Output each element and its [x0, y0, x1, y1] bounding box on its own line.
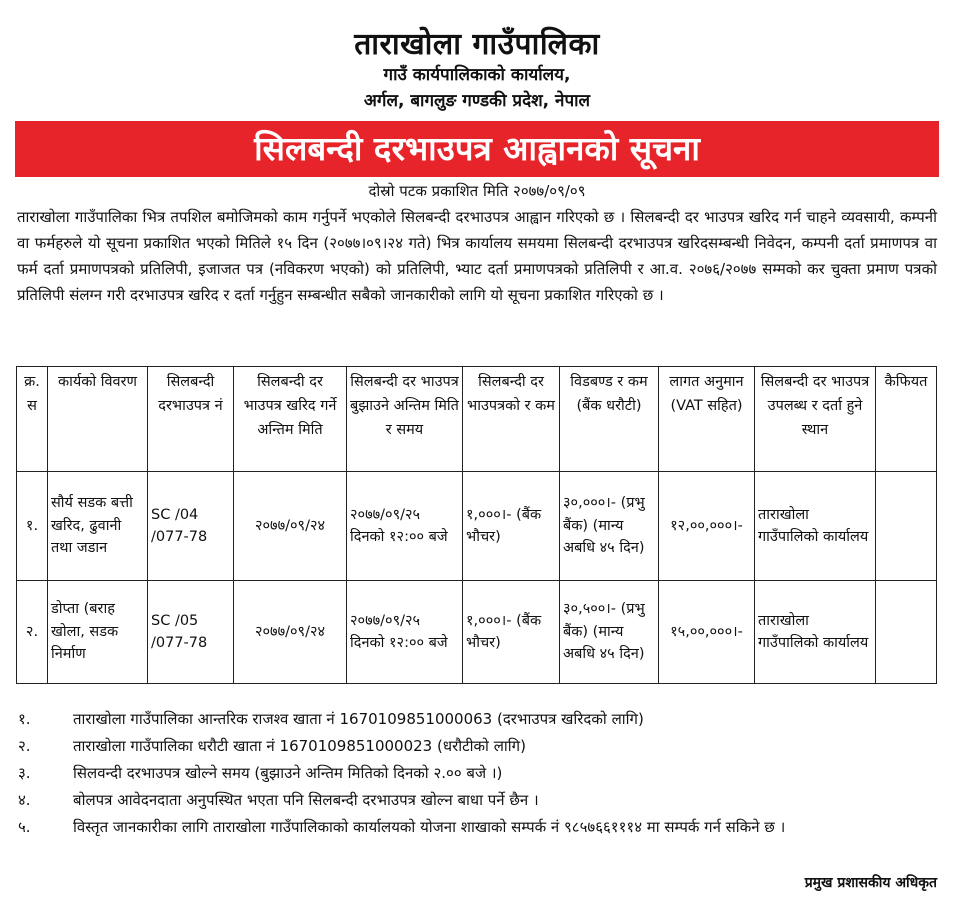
header-description: कार्यको विवरण	[48, 367, 148, 472]
signature-title: प्रमुख प्रशासकीय अधिकृत	[804, 875, 937, 891]
header-place: सिलबन्दी दर भाउपत्र उपलब्ध र दर्ता हुने स्थान	[755, 367, 876, 472]
header-tender-no: सिलबन्दी दरभाउपत्र नं	[148, 367, 234, 472]
notes-list	[18, 706, 938, 841]
cell-place: ताराखोला गाउँपालिको कार्यालय	[755, 581, 876, 684]
cell-tender-no: SC /04 /077-78	[148, 472, 234, 581]
cell-sn: १.	[17, 472, 48, 581]
cell-estimate: १५,००,०००।-	[659, 581, 755, 684]
header-estimate: लागत अनुमान (VAT सहित)	[659, 367, 755, 472]
notice-paragraph: ताराखोला गाउँपालिका भित्र तपशिल बमोजिमको काम गर्नुपर्ने भएकोले सिलबन्दी दरभाउपत्र आह्वान गरिएको छ । सिलबन्दी दर भाउपत्र खरिद गर्न चाहने व्यवसायी, कम्पनी वा फर्महरुले यो सूचना प्रकाशित भएको मितिले १५ दिन (२०७७।०९।२४ गते) भित्र कार्यालय समयमा सिलबन्दी दरभाउपत्र खरिदसम्बन्धी निवेदन, कम्पनी दर्ता प्रमाणपत्र वा फर्म दर्ता प्रमाणपत्रको प्रतिलिपी, इजाजत पत्र (नविकरण भएको) को प्रतिलिपी, भ्याट दर्ता प्रमाणपत्रको प्रतिलिपी र आ.व. २०७६/२०७७ सम्मको कर चुक्ता प्रमाण पत्रको प्रतिलिपी संलग्न गरी दरभाउपत्र खरिद र दर्ता गर्नुहुन सम्बन्धीत सबैको जानकारीको लागि यो सूचना प्रकाशित गरिएको छ ।	[17, 208, 937, 304]
cell-tender-no: SC /05 /077-78	[148, 581, 234, 684]
cell-submit: २०७७/०९/२५ दिनको १२:०० बजे	[347, 581, 463, 684]
note-text: बोलपत्र आवेदनदाता अनुपस्थित भएता पनि सिलबन्दी दरभाउपत्र खोल्न बाधा पर्ने छैन ।	[73, 791, 539, 809]
note-number: १.	[18, 710, 31, 728]
note-text: सिलवन्दी दरभाउपत्र खोल्ने समय (बुझाउने अन्तिम मितिको दिनको २.०० बजे ।)	[73, 764, 503, 782]
cell-place: ताराखोला गाउँपालिको कार्यालय	[755, 472, 876, 581]
office-title: ताराखोला गाउँपालिका	[354, 27, 600, 62]
tender-table	[16, 366, 937, 684]
note-number: ५.	[18, 818, 31, 836]
header-remarks: कैफियत	[876, 367, 937, 472]
cell-fee: १,०००।- (बैंक भौचर)	[463, 581, 560, 684]
notice-banner: सिलबन्दी दरभाउपत्र आह्वानको सूचना	[15, 121, 939, 177]
office-address: अर्गल, बागलुङ गण्डकी प्रदेश, नेपाल	[363, 91, 591, 111]
note-text: ताराखोला गाउँपालिका आन्तरिक राजश्व खाता नं 1670109851000063 (दरभाउपत्र खरिदको लागि)	[73, 710, 644, 728]
cell-remarks	[876, 581, 937, 684]
table-row	[17, 581, 937, 684]
publish-date: दोस्रो पटक प्रकाशित मिति २०७७/०९/०९	[368, 182, 586, 200]
list-item	[18, 733, 938, 760]
cell-fee: १,०००।- (बैंक भौचर)	[463, 472, 560, 581]
list-item	[18, 760, 938, 787]
table-row	[17, 472, 937, 581]
cell-sn: २.	[17, 581, 48, 684]
list-item	[18, 787, 938, 814]
header-bid-bond: विडबण्ड र कम (बैंक धरौटी)	[560, 367, 659, 472]
cell-description: डोप्ता (बराह खोला, सडक निर्माण	[48, 581, 148, 684]
cell-estimate: १२,००,०००।-	[659, 472, 755, 581]
cell-submit: २०७७/०९/२५ दिनको १२:०० बजे	[347, 472, 463, 581]
header-submit-deadline: सिलबन्दी दर भाउपत्र बुझाउने अन्तिम मिति र समय	[347, 367, 463, 472]
cell-bid-bond: ३०,५००।- (प्रभु बैंक) (मान्य अबधि ४५ दिन)	[560, 581, 659, 684]
header-sn: क्र. स	[17, 367, 48, 472]
note-number: ३.	[18, 764, 31, 782]
cell-purchase-date: २०७७/०९/२४	[234, 581, 347, 684]
list-item	[18, 706, 938, 733]
cell-purchase-date: २०७७/०९/२४	[234, 472, 347, 581]
note-number: २.	[18, 737, 31, 755]
list-item	[18, 814, 938, 841]
header-fee: सिलबन्दी दर भाउपत्रको र कम	[463, 367, 560, 472]
cell-remarks	[876, 472, 937, 581]
table-header-row	[17, 367, 937, 472]
cell-bid-bond: ३०,०००।- (प्रभु बैंक) (मान्य अबधि ४५ दिन)	[560, 472, 659, 581]
note-text: विस्तृत जानकारीका लागि ताराखोला गाउँपालिकाको कार्यालयको योजना शाखाको सम्पर्क नं ९८५७६६१११४ मा सम्पर्क गर्न सकिने छ ।	[73, 818, 786, 836]
cell-description: सौर्य सडक बत्ती खरिद, ढुवानी तथा जडान	[48, 472, 148, 581]
office-subtitle: गाउँ कार्यपालिकाको कार्यालय,	[383, 65, 571, 85]
note-text: ताराखोला गाउँपालिका धरौटी खाता नं 1670109851000023 (धरौटीको लागि)	[73, 737, 526, 755]
note-number: ४.	[18, 791, 31, 809]
header-purchase-deadline: सिलबन्दी दर भाउपत्र खरिद गर्ने अन्तिम मिति	[234, 367, 347, 472]
